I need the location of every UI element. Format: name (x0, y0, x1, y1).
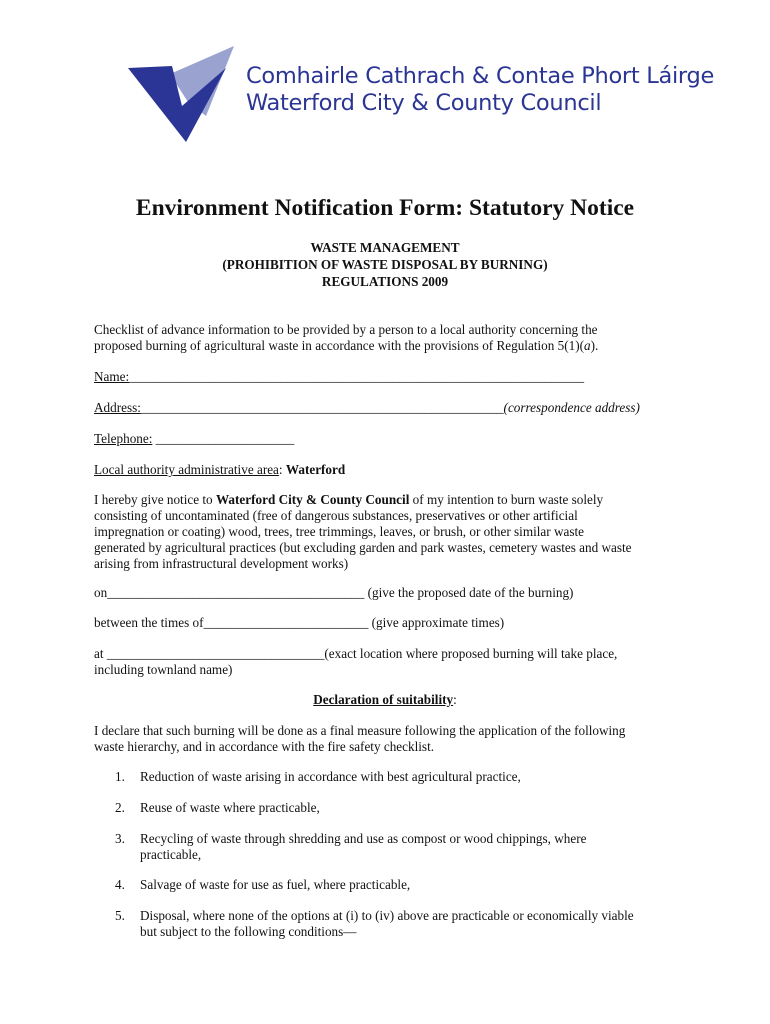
regulations-line-3: REGULATIONS 2009 (321, 274, 449, 289)
notice-text-end: of my intention to burn waste solely (409, 492, 604, 507)
regulations-line-2: (PROHIBITION OF WASTE DISPOSAL BY BURNING) (222, 257, 548, 272)
name-label: Name: (94, 369, 130, 384)
notice-line-5: arising from infrastructural development works) (94, 556, 349, 571)
declaration-paragraph (94, 723, 694, 755)
declaration-heading-text: Declaration of suitability (313, 692, 454, 707)
telephone-blank[interactable]: _____________________ (155, 431, 295, 446)
area-value: Waterford (285, 462, 346, 477)
address-blank[interactable]: _______________________________________________________ (140, 400, 504, 415)
location-field[interactable] (94, 646, 694, 678)
address-note: (correspondence address) (503, 400, 640, 415)
page-title: Environment Notification Form: Statutory Notice (135, 195, 635, 221)
notice-council: Waterford City & County Council (215, 492, 410, 507)
notice-text: I hereby give notice to (94, 492, 216, 507)
notice-line-1 (94, 492, 694, 508)
notice-line-2: consisting of uncontaminated (free of dangerous substances, preservatives or other artificial (94, 508, 578, 523)
regulations-heading (0, 239, 770, 290)
name-field[interactable] (94, 369, 694, 385)
location-line-2: including townland name) (94, 662, 233, 677)
times-field[interactable]: between the times of_________________________ (give approximate times) (94, 615, 505, 630)
address-label: Address: (94, 400, 141, 415)
intro-text: proposed burning of agricultural waste in accordance with the provisions of Regulation 5(1)( (94, 338, 584, 353)
area-label: Local authority administrative area (94, 462, 279, 477)
regulations-line-1: WASTE MANAGEMENT (310, 240, 460, 255)
list-item-text: Salvage of waste for use as fuel, where practicable, (140, 877, 411, 892)
notice-line-3: impregnation or coating) wood, trees, tree trimmings, leaves, or brush, or other similar waste (94, 524, 585, 539)
list-item-text: Reduction of waste arising in accordance with best agricultural practice, (140, 769, 521, 784)
list-item-line-1: Disposal, where none of the options at (i) to (iv) above are practicable or economically viable (140, 908, 634, 923)
intro-text-end: ). (590, 338, 599, 353)
list-item-number: 2. (115, 800, 125, 815)
list-item-text: Reuse of waste where practicable, (140, 800, 320, 815)
list-item-number: 5. (115, 908, 125, 923)
list-item-number: 4. (115, 877, 125, 892)
council-logo-icon (126, 44, 236, 144)
intro-italic: a (584, 338, 591, 353)
declaration-line-1: I declare that such burning will be done as a final measure following the application of the following (94, 723, 626, 738)
declaration-heading (0, 692, 770, 708)
list-item-number: 3. (115, 831, 125, 846)
date-field[interactable]: on_______________________________________ (give the proposed date of the burning) (94, 585, 574, 600)
name-blank[interactable]: _____________________________________________________________________ (129, 369, 585, 384)
list-item-text (140, 908, 700, 940)
declaration-line-2: waste hierarchy, and in accordance with the fire safety checklist. (94, 739, 435, 754)
address-field[interactable] (94, 400, 694, 416)
list-item-line-1: Recycling of waste through shredding and use as compost or wood chippings, where (140, 831, 587, 846)
notice-paragraph (94, 492, 694, 572)
intro-line-1: Checklist of advance information to be provided by a person to a local authority concerning the (94, 322, 598, 337)
intro-line-2 (94, 338, 694, 354)
council-name-english: Waterford City & County Council (246, 90, 602, 116)
area-colon: : (278, 462, 286, 477)
list-item-line-2: practicable, (140, 847, 202, 862)
area-field (94, 462, 694, 478)
list-item-number: 1. (115, 769, 125, 784)
location-line-1[interactable]: at _________________________________(exact location where proposed burning will take place, (94, 646, 618, 661)
intro-paragraph (94, 322, 694, 354)
telephone-field[interactable] (94, 431, 694, 447)
telephone-label: Telephone: (94, 431, 153, 446)
list-item-line-2: but subject to the following conditions— (140, 924, 357, 939)
notice-line-4: generated by agricultural practices (but excluding garden and park wastes, cemetery wastes and waste (94, 540, 632, 555)
declaration-heading-colon: : (453, 692, 457, 707)
council-name-irish: Comhairle Cathrach & Contae Phort Láirge (246, 63, 715, 89)
council-name (246, 62, 714, 116)
list-item-text (140, 831, 700, 863)
